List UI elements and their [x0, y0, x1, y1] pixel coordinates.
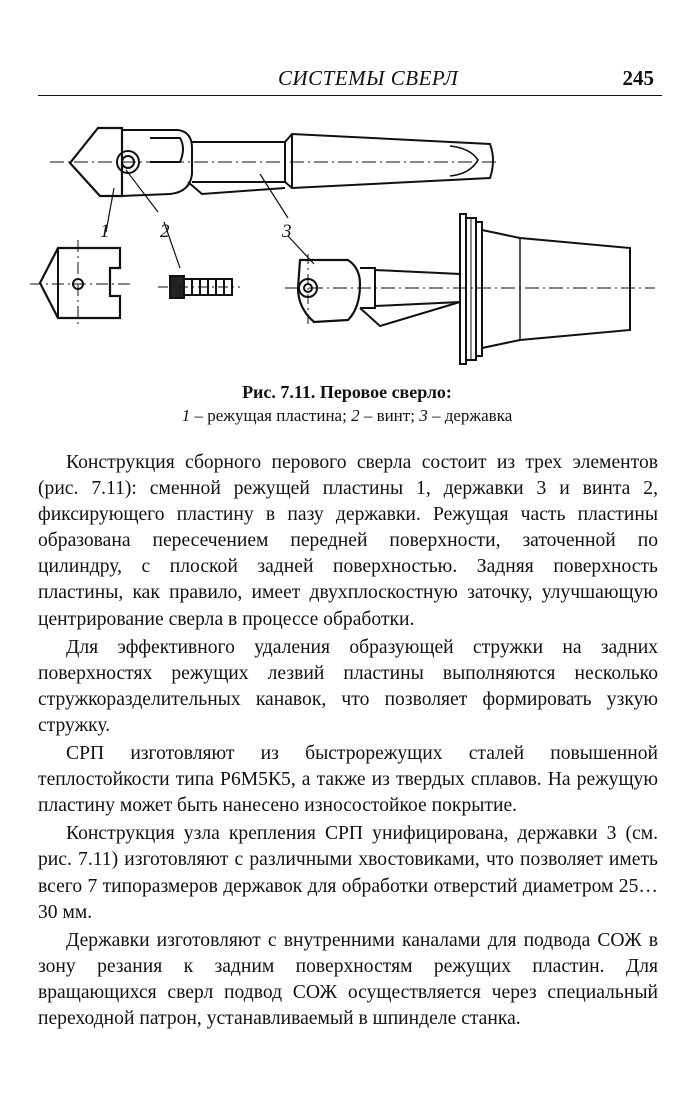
callout-1: 1 [100, 221, 110, 242]
screw-illustration [158, 276, 240, 298]
body-text [38, 450, 658, 1032]
figure-caption [0, 380, 694, 428]
legend-text-3: – державка [427, 406, 513, 425]
figure-drill-drawing [30, 108, 670, 378]
paragraph: Конструкция узла крепления СРП унифицирована, державки 3 (см. рис. 7.11) изготовляют с различными хвостовиками, что позволяет иметь всего 7 типоразмеров державок для обработки отверстий диаметром 25…30 мм. [38, 823, 658, 923]
legend-num-2: 2 [351, 406, 360, 425]
header-rule [38, 95, 662, 96]
legend-num-3: 3 [419, 406, 428, 425]
cutting-plate-illustration [30, 240, 130, 328]
paragraph: Конструкция сборного перового сверла состоит из трех элементов (рис. 7.11): сменной режущей пластины 1, державки 3 и винта 2, фиксирующего пластину в пазу державки. Режущая часть пластины образована пересечением передней поверхности, заточенной по цилиндру, с плоской задней поверхностью. Задняя поверхность пластины, как правило, имеет двухплоскостную заточку, улучшающую центрирование сверла в процессе обработки. [38, 452, 658, 630]
caption-legend [0, 404, 694, 428]
assembled-drill-illustration [50, 128, 500, 196]
legend-text-2: – винт; [359, 406, 420, 425]
page-number: 245 [622, 66, 654, 90]
holder-illustration [285, 214, 655, 364]
paragraph: СРП изготовляют из быстрорежущих сталей повышенной теплостойкости типа Р6М5К5, а также из твердых сплавов. На режущую пластину может быть нанесено износостойкое покрытие. [38, 743, 658, 817]
legend-text-1: – режущая пластина; [190, 406, 352, 425]
legend-num-1: 1 [181, 406, 191, 425]
callout-3: 3 [282, 221, 292, 242]
running-title: СИСТЕМЫ СВЕРЛ [278, 66, 459, 90]
paragraph: Для эффективного удаления образующей стружки на задних поверхностях режущих лезвий пластины выполняются несколько стружкоразделительных канавок, что позволяет формировать узкую стружку. [38, 636, 658, 736]
callout-2: 2 [160, 221, 170, 242]
paragraph: Державки изготовляют с внутренними каналами для подвода СОЖ в зону резания к задним поверхностям режущих пластин. Для вращающихся сверл подвод СОЖ осуществляется через специальный переходной патрон, устанавливаемый в шпинделе станка. [38, 929, 658, 1029]
page-header [38, 62, 662, 96]
caption-title: Рис. 7.11. Перовое сверло: [242, 382, 452, 402]
